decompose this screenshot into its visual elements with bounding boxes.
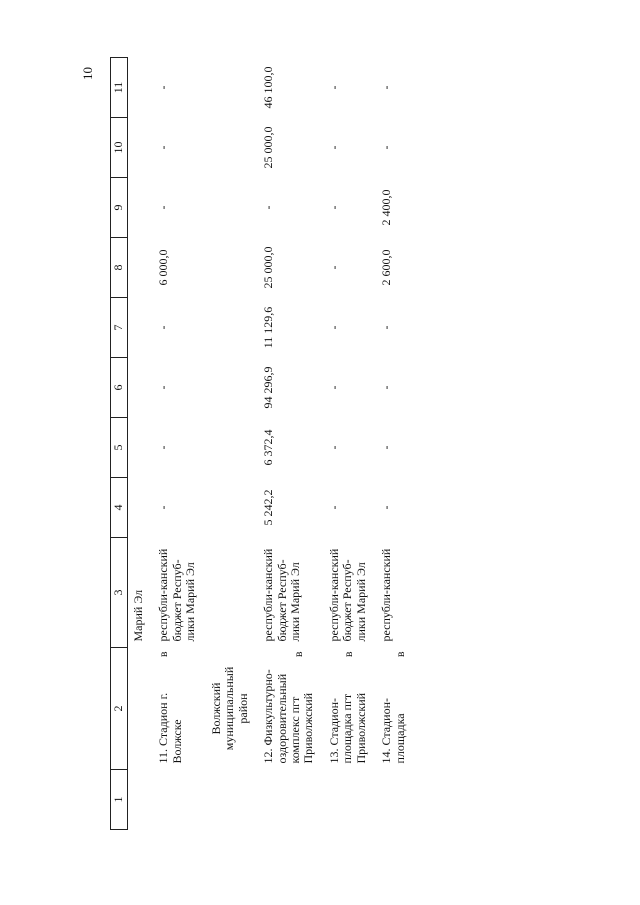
col-header: 6 — [111, 358, 128, 418]
object-name: 14. Стадион-площадка — [379, 697, 407, 764]
col-header: 5 — [111, 418, 128, 478]
value-cell: - — [156, 385, 171, 390]
value-cell: - — [326, 265, 341, 270]
col-header: 9 — [111, 178, 128, 238]
value-cell: - — [156, 85, 171, 90]
value-cell: - — [379, 385, 394, 390]
value-cell: - — [326, 325, 341, 330]
col-header: 11 — [111, 58, 128, 118]
value-cell: - — [379, 145, 394, 150]
col-header: 8 — [111, 238, 128, 298]
value-cell: 25 000,0 — [261, 126, 276, 169]
col-header: 3 — [111, 538, 128, 648]
value-cell: 6 372,4 — [261, 429, 276, 466]
table-row — [376, 58, 415, 830]
col-header: 2 — [111, 648, 128, 770]
value-cell: 5 242,2 — [261, 489, 276, 526]
table-row — [153, 58, 205, 830]
page-number: 10 — [80, 67, 95, 80]
value-cell: 94 296,9 — [261, 366, 276, 409]
value-cell: 11 129,6 — [261, 306, 276, 349]
funding-source: республи-канский бюджет Респуб-лики Марий Эл — [156, 548, 198, 642]
carry-over-row — [128, 58, 154, 830]
col-header: 1 — [111, 770, 128, 830]
object-name: 12. Физкультурно-оздоровительный комплекс пгт Приволжский — [261, 669, 316, 764]
col-header: 4 — [111, 478, 128, 538]
value-cell: - — [156, 445, 171, 450]
funding-source: республи-канский бюджет Респуб-лики Марий Эл — [261, 548, 302, 642]
value-cell: - — [156, 325, 171, 330]
value-cell: - — [379, 445, 394, 450]
value-cell: - — [261, 205, 276, 210]
col-header: 10 — [111, 118, 128, 178]
object-prefix: в — [393, 651, 408, 658]
value-cell: 6 000,0 — [156, 249, 171, 286]
column-number-row — [111, 58, 128, 830]
object-prefix: в — [291, 651, 306, 658]
value-cell: - — [326, 85, 341, 90]
object-name: 11. Стадион г. Волжске — [156, 692, 184, 764]
value-cell: - — [326, 505, 341, 510]
program-table-sheet — [110, 60, 415, 830]
district-row — [206, 58, 258, 830]
value-cell: - — [379, 325, 394, 330]
col-header: 7 — [111, 298, 128, 358]
funding-source: республи-канский — [379, 548, 394, 642]
value-cell: - — [379, 505, 394, 510]
value-cell: - — [156, 145, 171, 150]
object-name: 13. Стадион-площадка пгт Приволжский — [326, 692, 368, 764]
value-cell: - — [326, 445, 341, 450]
object-prefix: в — [340, 651, 355, 658]
value-cell: 46 100,0 — [261, 66, 276, 109]
district-heading: Волжский муниципальный район — [208, 666, 250, 751]
object-prefix: в — [156, 651, 171, 658]
value-cell: - — [326, 145, 341, 150]
value-cell: 2 600,0 — [379, 249, 394, 286]
value-cell: 2 400,0 — [379, 189, 394, 226]
value-cell: - — [326, 205, 341, 210]
carry-over-text: Марий Эл — [131, 589, 145, 642]
value-cell: - — [326, 385, 341, 390]
value-cell: 25 000,0 — [261, 246, 276, 289]
value-cell: - — [156, 505, 171, 510]
value-cell: - — [379, 85, 394, 90]
funding-source: республи-канский бюджет Респуб-лики Марий Эл — [326, 548, 368, 642]
value-cell: - — [156, 205, 171, 210]
table-row — [324, 58, 376, 830]
table-row — [258, 58, 324, 830]
program-table — [110, 57, 415, 830]
